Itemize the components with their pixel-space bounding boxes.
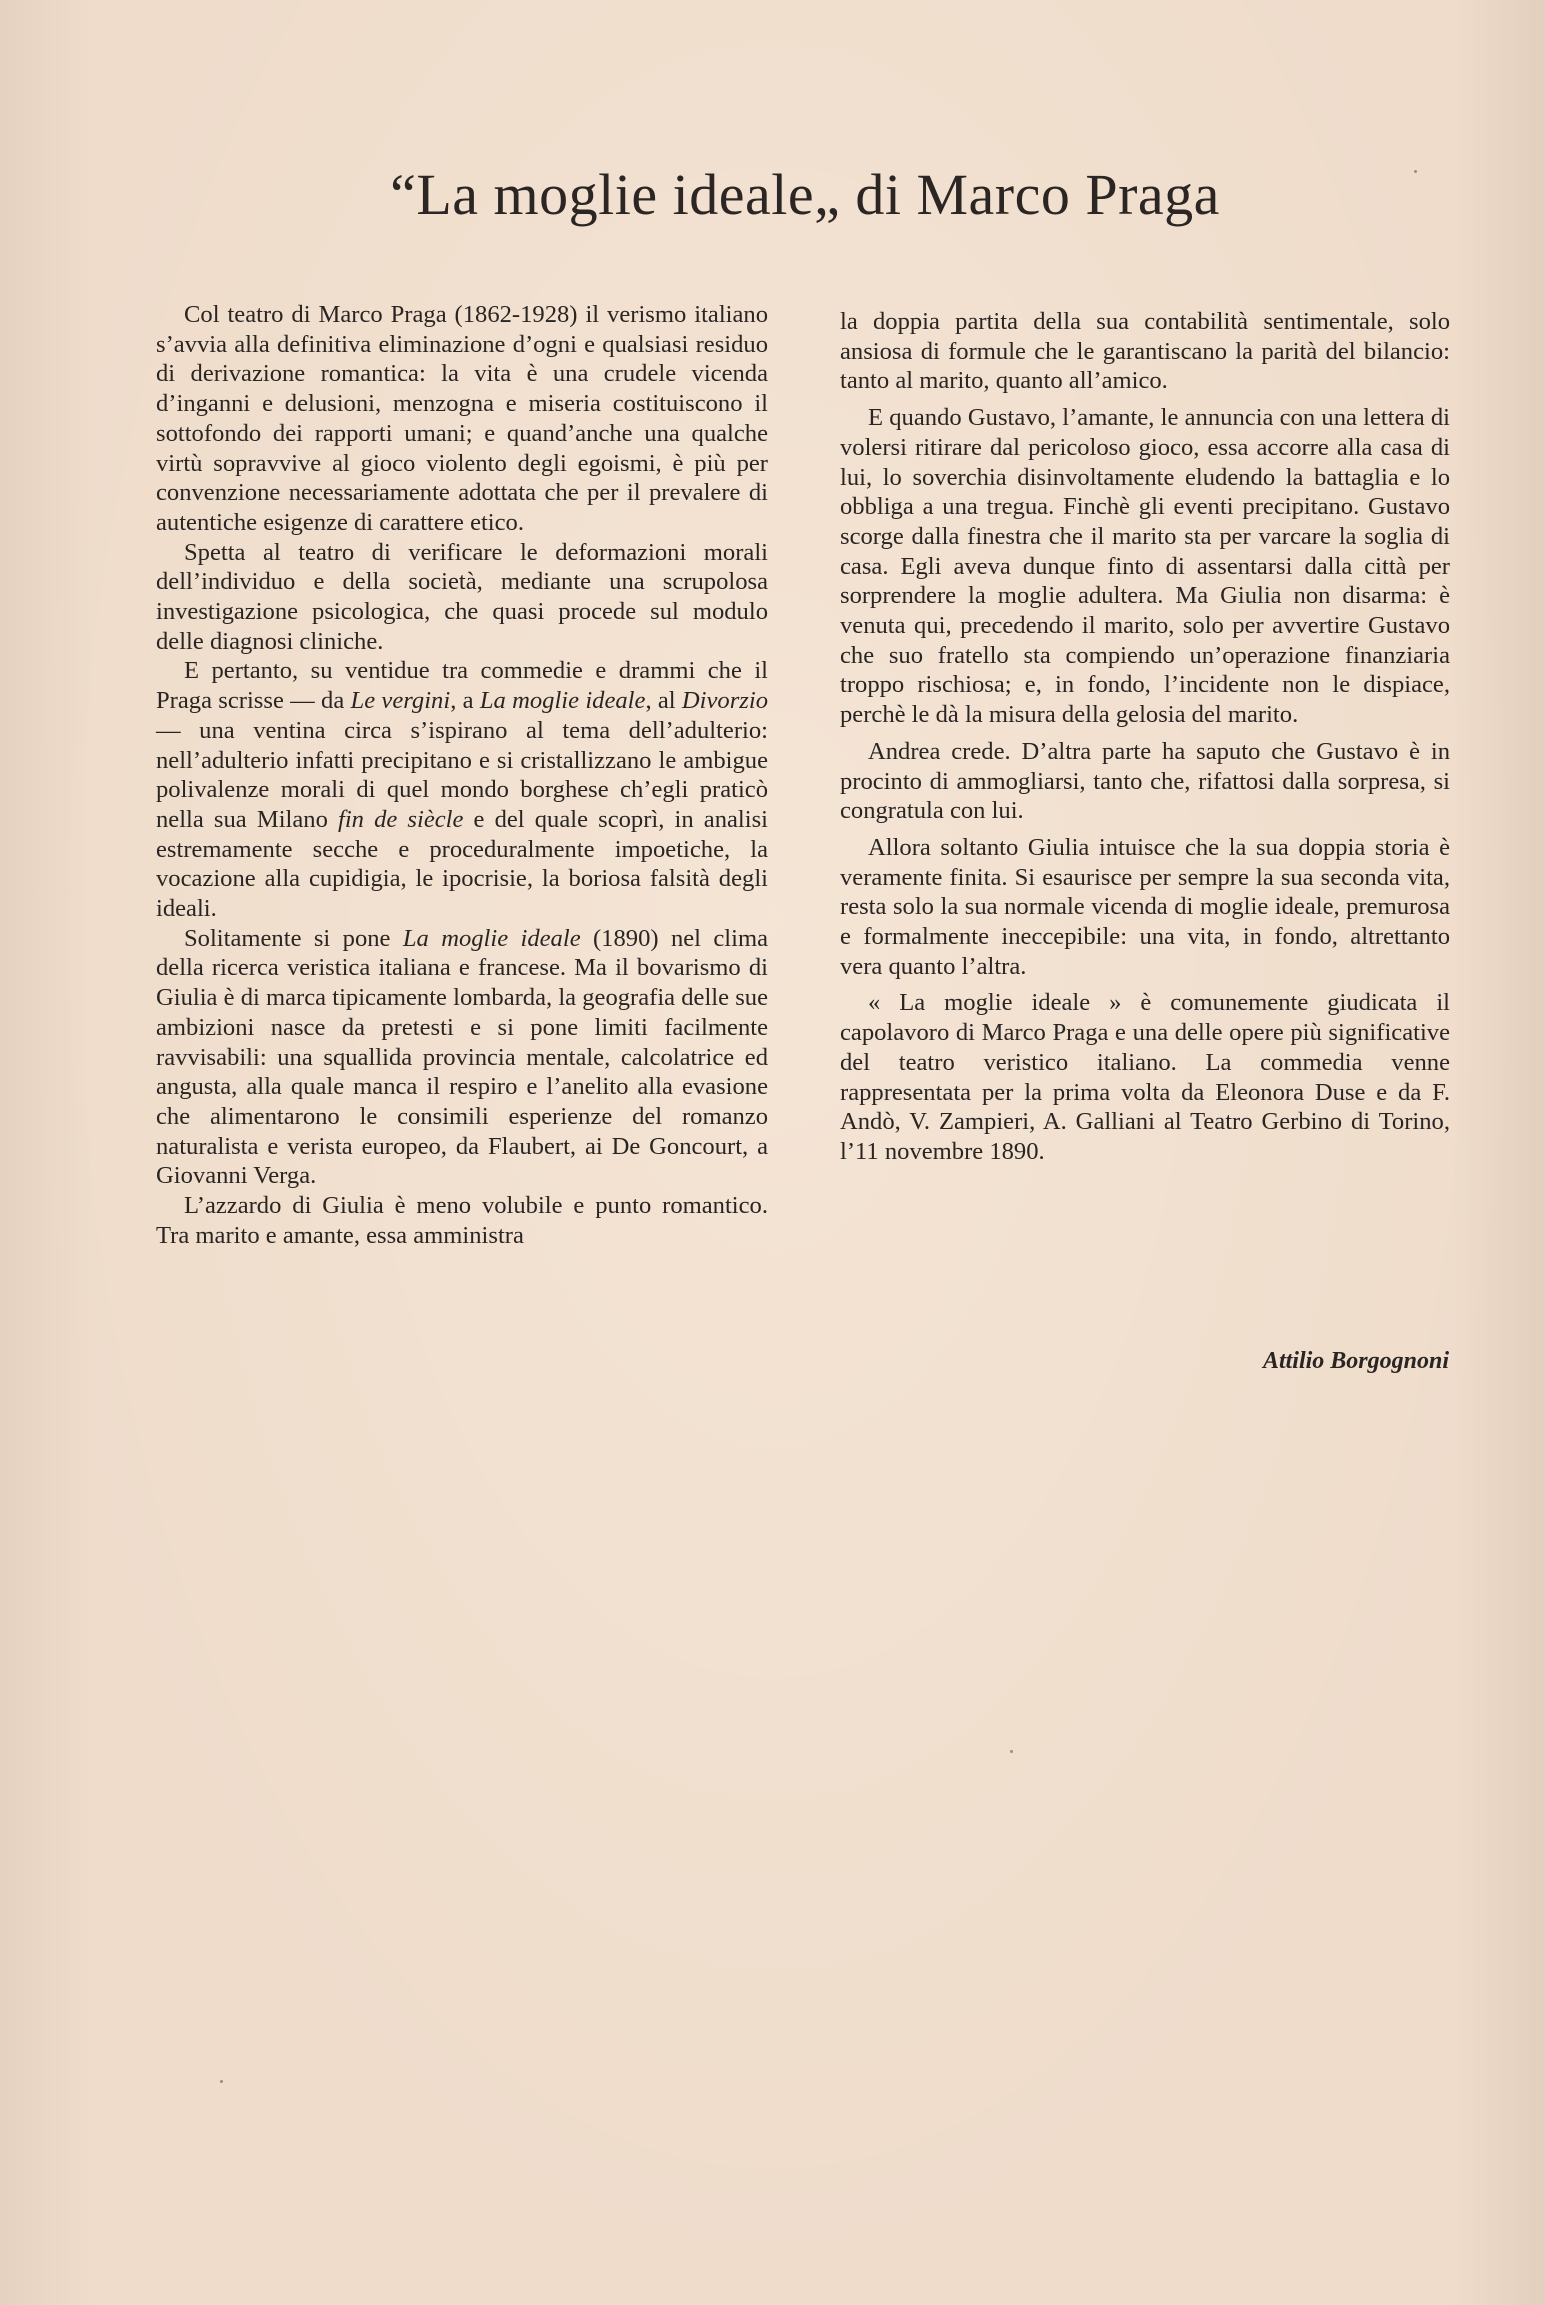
author-signature: Attilio Borgognoni <box>1262 1348 1449 1374</box>
paragraph: Col teatro di Marco Praga (1862-1928) il verismo italiano s’avvia alla definitiva eliminazione d’ogni e qualsiasi residuo di derivazione romantica: la vita è una crudele vicenda d’inganni e delusioni, menzogna e miseria costituiscono il sottofondo dei rapporti umani; e quand’anche una qualche virtù sopravvive al gioco violento degli egoismi, è più per convenzione necessariamente adottata che per il prevalere di autentiche esigenze di carattere etico. <box>156 301 768 536</box>
paragraph: la doppia partita della sua contabilità sentimentale, solo ansiosa di formule che le garantiscano la parità del bilancio: tanto al marito, quanto all’amico. <box>840 308 1450 395</box>
paragraph: Allora soltanto Giulia intuisce che la sua doppia storia è veramente finita. Si esaurisce per sempre la sua seconda vita, resta solo la sua normale vicenda di moglie ideale, premurosa e formalmente ineccepibile: una vita, in fondo, altrettanto vera quanto l’altra. <box>840 833 1450 980</box>
left-column <box>156 300 768 1251</box>
paper-speck <box>1414 170 1417 173</box>
right-column <box>840 307 1450 1174</box>
paragraph: Spetta al teatro di verificare le deformazioni morali dell’individuo e della società, mediante una scrupolosa investigazione psicologica, che quasi procede sul modulo delle diagnosi cliniche. <box>156 538 768 655</box>
paragraph: Solitamente si pone La moglie ideale (1890) nel clima della ricerca veristica italiana e francese. Ma il bovarismo di Giulia è di marca tipicamente lombarda, la geografia delle sue ambizioni nasce da pretesti e si pone limiti facilmente ravvisabili: una squallida provincia mentale, calcolatrice ed angusta, alla quale manca il respiro e l’anelito alla evasione che alimentarono le consimili esperienze del romanzo naturalista e verista europeo, da Flaubert, ai De Goncourt, a Giovanni Verga. <box>156 924 768 1190</box>
paragraph: E pertanto, su ventidue tra commedie e drammi che il Praga scrisse — da Le vergini, a La moglie ideale, al Divorzio — una ventina circa s’ispirano al tema dell’adulterio: nell’adulterio infatti precipitano e si cristallizzano le ambigue polivalenze morali di quel mondo borghese ch’egli praticò nella sua Milano fin de siècle e del quale scoprì, in analisi estremamente secche e proceduralmente impoetiche, la vocazione alla cupidigia, le ipocrisie, la boriosa falsità degli ideali. <box>156 657 768 923</box>
paragraph: Andrea crede. D’altra parte ha saputo che Gustavo è in procinto di ammogliarsi, tanto che, rifattosi dalla sorpresa, si congratula con lui. <box>840 737 1450 825</box>
article-title: “La moglie ideale„ di Marco Praga <box>390 162 1220 227</box>
paper-speck <box>220 2080 223 2083</box>
paragraph: « La moglie ideale » è comunemente giudicata il capolavoro di Marco Praga e una delle opere più significative del teatro veristico italiano. La commedia venne rappresentata per la prima volta da Eleonora Duse e da F. Andò, V. Zampieri, A. Galliani al Teatro Gerbino di Torino, l’11 novembre 1890. <box>840 989 1450 1165</box>
paragraph: E quando Gustavo, l’amante, le annuncia con una lettera di volersi ritirare dal pericoloso gioco, essa accorre alla casa di lui, lo soverchia disinvoltamente eludendo la battaglia e lo obbliga a una tregua. Finchè gli eventi precipitano. Gustavo scorge dalla finestra che il marito sta per varcare la soglia di casa. Egli aveva dunque finto di assentarsi dalla città per sorprendere la moglie adultera. Ma Giulia non disarma: è venuta qui, precedendo il marito, solo per avvertire Gustavo che suo fratello sta compiendo un’operazione finanziaria troppo rischiosa; e, in fondo, l’incidente non le dispiace, perchè le dà la misura della gelosia del marito. <box>840 404 1450 729</box>
paper-speck <box>1010 1750 1013 1753</box>
paragraph: L’azzardo di Giulia è meno volubile e punto romantico. Tra marito e amante, essa amministra <box>156 1192 768 1249</box>
